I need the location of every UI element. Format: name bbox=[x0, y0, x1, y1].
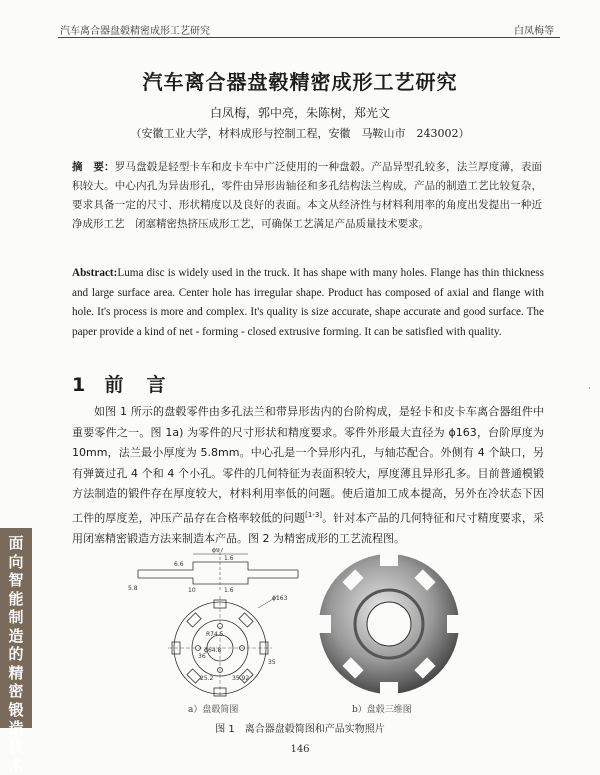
dim-label: 1.6 bbox=[224, 587, 234, 594]
side-strip-text: 面向智能制造的精密锻造技术 bbox=[8, 534, 24, 774]
figure-caption: 图 1 离合器盘毂简图和产品实物照片 bbox=[215, 724, 385, 735]
section-profile bbox=[138, 562, 298, 570]
header-rule bbox=[58, 37, 560, 38]
abstract-cn bbox=[72, 158, 542, 234]
dim-label: 35.92 bbox=[232, 675, 250, 682]
citation: [1-3] bbox=[305, 510, 323, 519]
abstract-cn-text: 罗马盘毂是轻型卡车和皮卡车中广泛使用的一种盘毂。产品异型孔较多，法兰厚度薄，表面积较大。中心内孔为异齿形孔，零件由异形齿轴径和多孔结构法兰构成，产品的制造工艺比较复杂，要求具备一定的尺寸、形状精度以及良好的表面。本文从经济性与材料利用率的角度出发提出一种近净成形工艺 闭塞精密热挤压成形工艺，可确保工艺满足产品质量技术要求。 bbox=[72, 161, 543, 230]
dim-label: R74.5 bbox=[206, 631, 224, 638]
dim-label: 5.8 bbox=[128, 585, 138, 592]
abstract-en bbox=[72, 264, 544, 342]
margin-mark: · bbox=[588, 384, 591, 394]
figure-a-drawing bbox=[128, 548, 308, 698]
section-profile-lower bbox=[138, 578, 298, 584]
running-header-left: 汽车离合器盘毂精密成形工艺研究 bbox=[60, 26, 210, 37]
caption-b: b）盘毂三维图 bbox=[352, 705, 412, 715]
affiliation: （安徽工业大学，材料成形与控制工程，安徽 马鞍山市 243002） bbox=[130, 127, 470, 140]
running-header-right: 白凤梅等 bbox=[514, 26, 554, 37]
dim-label: ϕ64.8 bbox=[204, 647, 222, 654]
section-paragraph-end: 。针对本产品的几何特征和尺寸精度要求，采用闭塞精密锻造方法来制造本产品。图 2 为精密成形的工艺流程图。 bbox=[72, 511, 545, 545]
figure-b-render bbox=[314, 550, 464, 698]
dim-label: 10 bbox=[188, 587, 196, 594]
dim-label: 36 bbox=[198, 653, 206, 660]
dim-label: 6.6 bbox=[174, 561, 184, 568]
dim-label: 1.6 bbox=[224, 555, 234, 562]
abstract-cn-label: 摘 要： bbox=[72, 161, 115, 173]
authors: 白凤梅，郭中亮，朱陈树，郑光文 bbox=[209, 106, 390, 120]
dim-label: 25.2 bbox=[200, 675, 214, 682]
dim-label: ϕ163 bbox=[272, 595, 288, 602]
abstract-en-text: Luma disc is widely used in the truck. It has shape with many holes. Flange has thin thickness and large surface area. Center hole has irregular shape. Product has composed of axial and flange with hole. It's process is more and complex. It's quality is size accurate, shape accurate and good surface. The paper provide a kind of net - forming - closed extrusive forming. It can be satisfied with quality. bbox=[72, 267, 544, 338]
dim-label: 35 bbox=[268, 659, 276, 666]
dim-label: ϕ97 bbox=[212, 548, 224, 554]
section-body bbox=[72, 402, 544, 549]
caption-a: a）盘毂简图 bbox=[188, 705, 239, 715]
section-paragraph: 如图 1 所示的盘毂零件由多孔法兰和带异形齿内的台阶构成，是轻卡和皮卡车离合器组件中重要零件之一。图 1a) 为零件的尺寸形状和精度要求。零件外形最大直径为 ϕ163，台阶厚度为 10mm，法兰最小厚度为 5.8mm。中心孔是一个异形内孔，与轴芯配合。外侧有 4 个缺口，另有弹簧过孔 4 个和 4 个小孔。零件的几何特征为表面积较大，厚度薄且异形孔多。目前普通模锻方法制造的锻件存在厚度较大，材料利用率低的问题。使后道加工成本提高，另外在冷状态下因工件的厚度差，冲压产品存在合格率较低的问题 bbox=[72, 405, 544, 525]
section-number: 1 bbox=[72, 374, 88, 396]
abstract-en-label: Abstract: bbox=[72, 267, 118, 279]
paper-title: 汽车离合器盘毂精密成形工艺研究 bbox=[142, 70, 458, 94]
page-number: 146 bbox=[290, 744, 310, 755]
section-title: 前 言 bbox=[104, 374, 168, 396]
section-heading bbox=[72, 370, 167, 397]
